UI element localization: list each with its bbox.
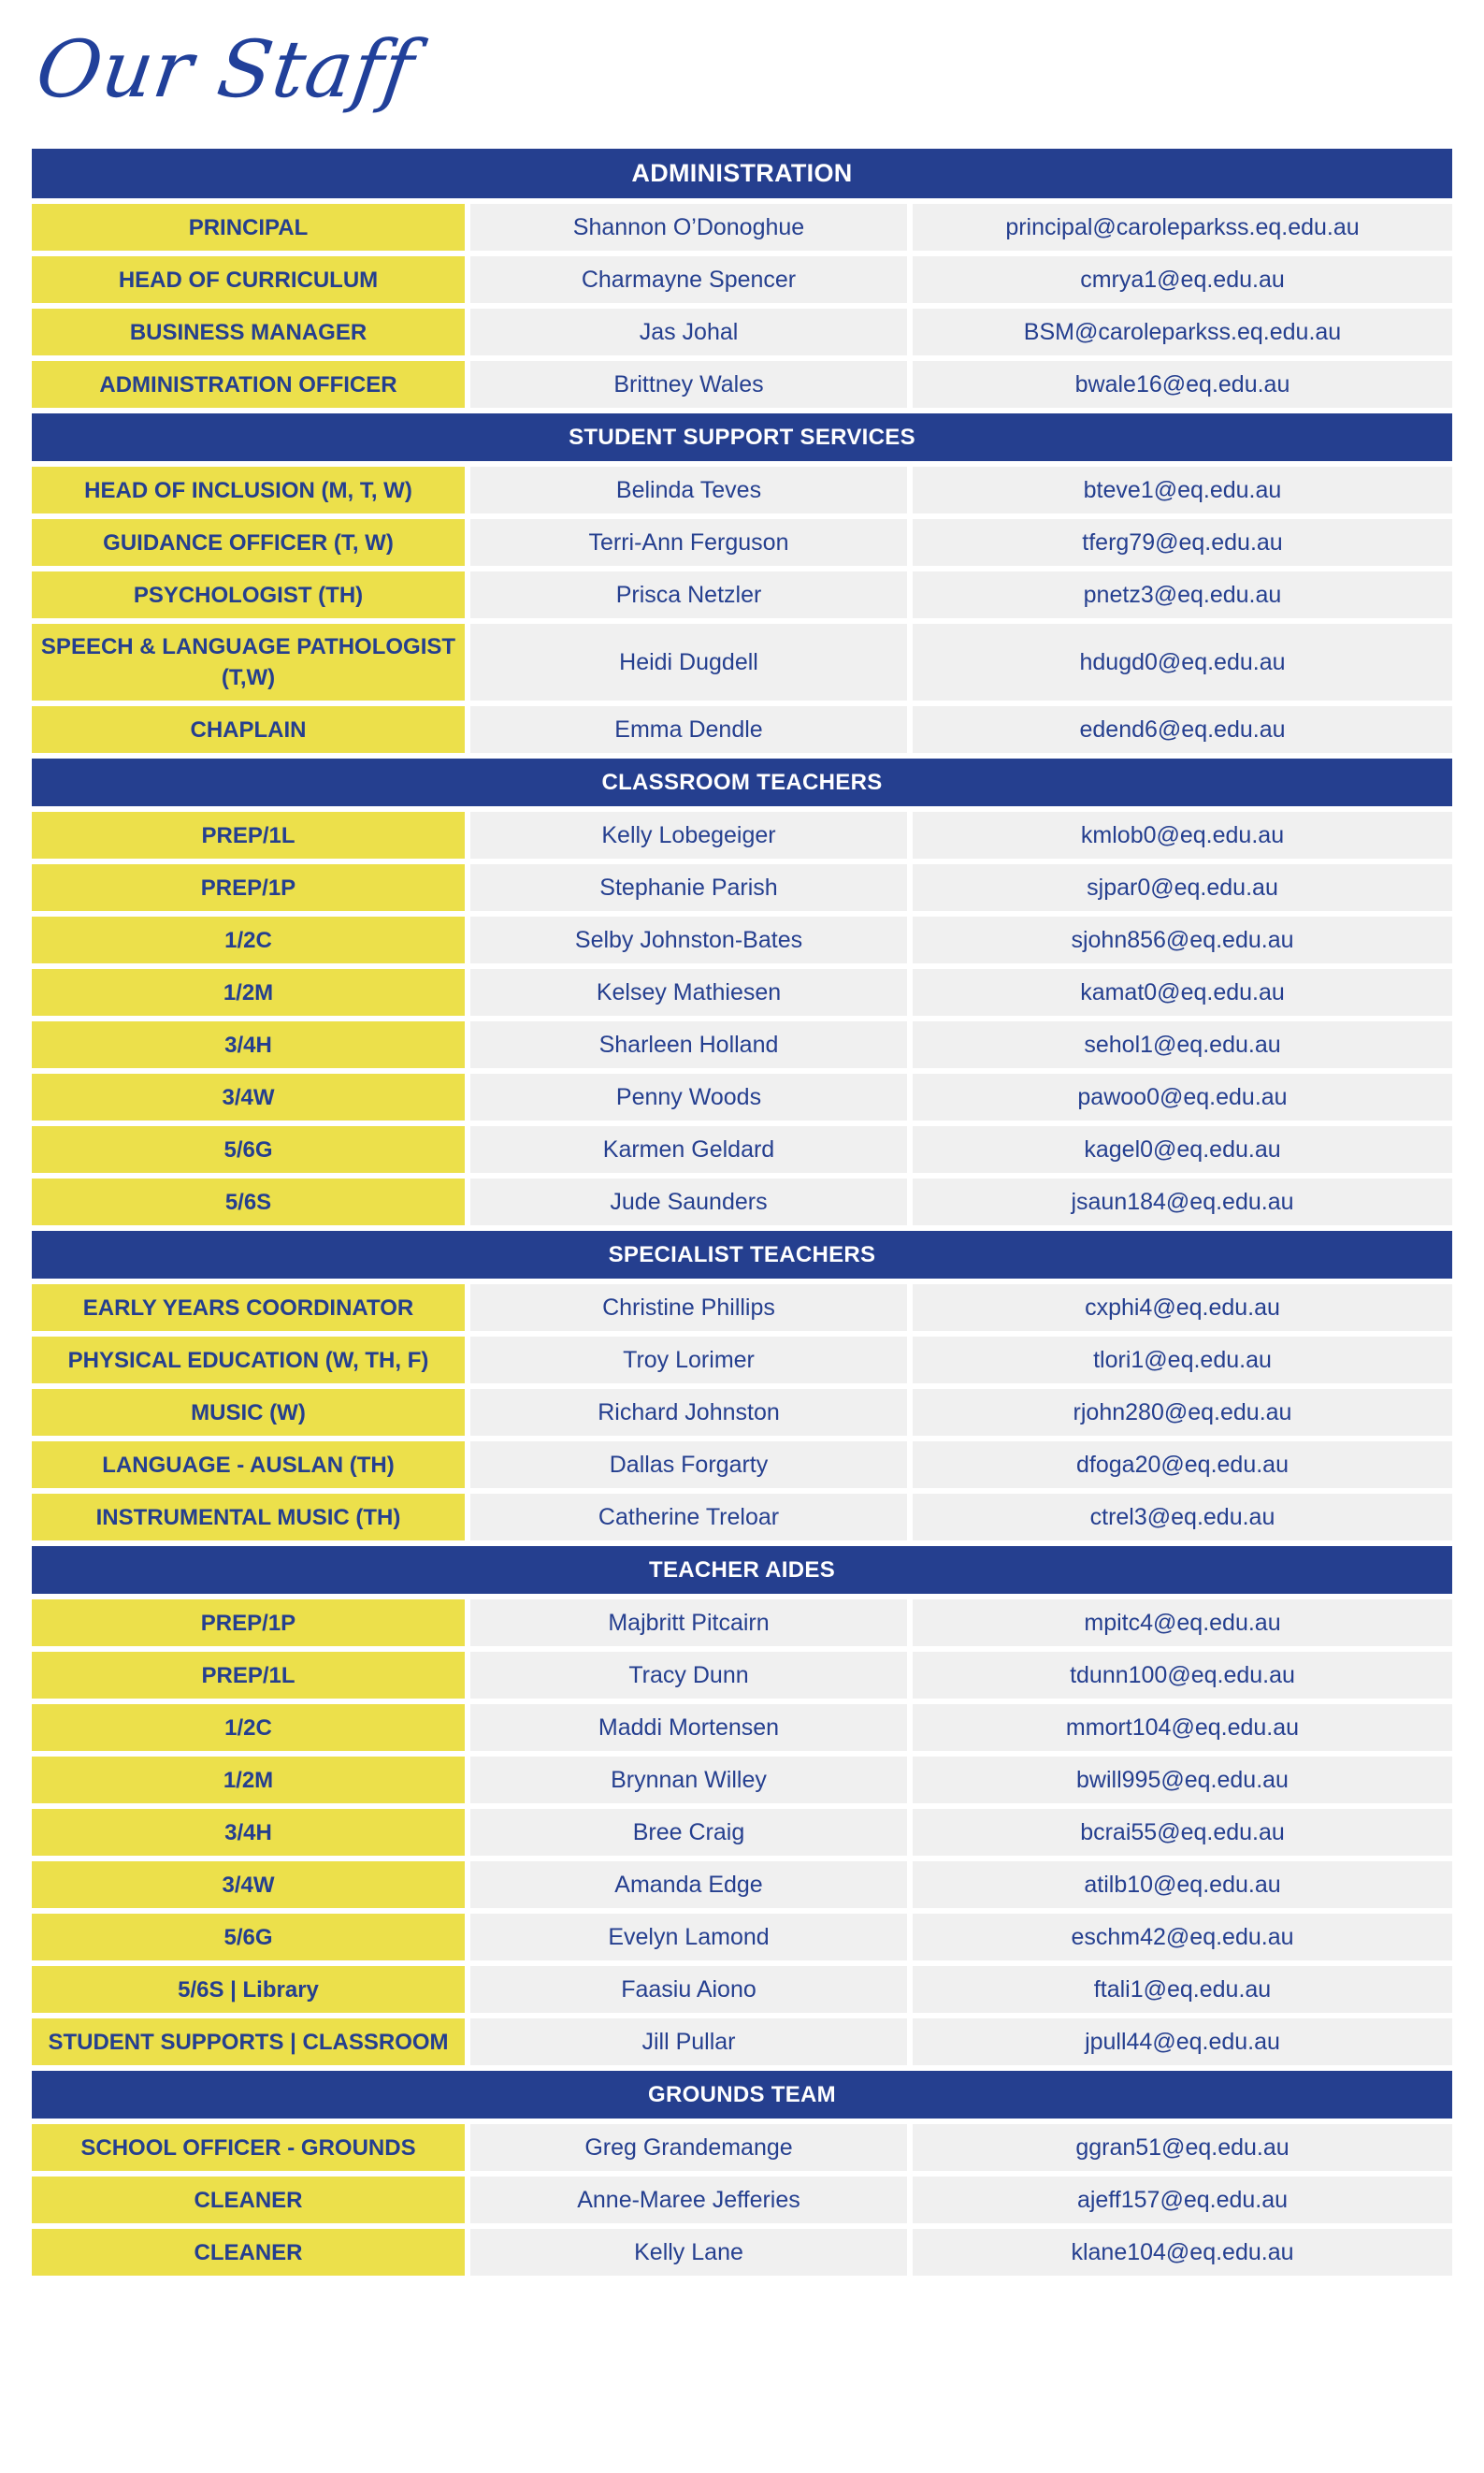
section-header: STUDENT SUPPORT SERVICES	[32, 413, 1452, 461]
staff-email-cell[interactable]: atilb10@eq.edu.au	[913, 1861, 1452, 1908]
staff-row	[32, 1179, 1452, 1225]
staff-email-cell[interactable]: ggran51@eq.edu.au	[913, 2124, 1452, 2171]
staff-name-cell: Belinda Teves	[470, 467, 907, 513]
staff-row	[32, 2177, 1452, 2223]
staff-name-cell: Prisca Netzler	[470, 571, 907, 618]
staff-row	[32, 256, 1452, 303]
staff-row	[32, 309, 1452, 355]
staff-row	[32, 1652, 1452, 1699]
staff-row	[32, 1337, 1452, 1383]
section-header: GROUNDS TEAM	[32, 2071, 1452, 2119]
staff-role-cell: GUIDANCE OFFICER (T, W)	[32, 519, 465, 566]
staff-email-cell[interactable]: ftali1@eq.edu.au	[913, 1966, 1452, 2013]
staff-name-cell: Shannon O’Donoghue	[470, 204, 907, 251]
staff-row	[32, 1284, 1452, 1331]
staff-email-cell[interactable]: bcrai55@eq.edu.au	[913, 1809, 1452, 1856]
staff-email-cell[interactable]: klane104@eq.edu.au	[913, 2229, 1452, 2276]
staff-name-cell: Dallas Forgarty	[470, 1441, 907, 1488]
staff-role-cell: 5/6G	[32, 1914, 465, 1960]
staff-row	[32, 1074, 1452, 1121]
staff-email-cell[interactable]: hdugd0@eq.edu.au	[913, 624, 1452, 701]
staff-name-cell: Terri-Ann Ferguson	[470, 519, 907, 566]
staff-role-cell: 5/6S | Library	[32, 1966, 465, 2013]
staff-row	[32, 2018, 1452, 2065]
staff-email-cell[interactable]: kmlob0@eq.edu.au	[913, 812, 1452, 859]
staff-name-cell: Charmayne Spencer	[470, 256, 907, 303]
staff-row	[32, 1809, 1452, 1856]
staff-email-cell[interactable]: cxphi4@eq.edu.au	[913, 1284, 1452, 1331]
staff-email-cell[interactable]: bteve1@eq.edu.au	[913, 467, 1452, 513]
staff-row	[32, 571, 1452, 618]
staff-name-cell: Selby Johnston-Bates	[470, 917, 907, 963]
staff-name-cell: Kelly Lobegeiger	[470, 812, 907, 859]
staff-section	[32, 413, 1452, 753]
staff-email-cell[interactable]: jsaun184@eq.edu.au	[913, 1179, 1452, 1225]
staff-role-cell: EARLY YEARS COORDINATOR	[32, 1284, 465, 1331]
staff-email-cell[interactable]: BSM@caroleparkss.eq.edu.au	[913, 309, 1452, 355]
staff-role-cell: CLEANER	[32, 2177, 465, 2223]
staff-email-cell[interactable]: tlori1@eq.edu.au	[913, 1337, 1452, 1383]
staff-section	[32, 759, 1452, 1225]
staff-email-cell[interactable]: bwill995@eq.edu.au	[913, 1757, 1452, 1803]
staff-name-cell: Tracy Dunn	[470, 1652, 907, 1699]
staff-name-cell: Greg Grandemange	[470, 2124, 907, 2171]
staff-row	[32, 864, 1452, 911]
staff-row	[32, 1021, 1452, 1068]
staff-name-cell: Majbritt Pitcairn	[470, 1599, 907, 1646]
staff-name-cell: Maddi Mortensen	[470, 1704, 907, 1751]
staff-name-cell: Christine Phillips	[470, 1284, 907, 1331]
staff-row	[32, 917, 1452, 963]
staff-row	[32, 361, 1452, 408]
staff-role-cell: 1/2M	[32, 1757, 465, 1803]
staff-name-cell: Jas Johal	[470, 309, 907, 355]
staff-email-cell[interactable]: pnetz3@eq.edu.au	[913, 571, 1452, 618]
staff-role-cell: PREP/1L	[32, 1652, 465, 1699]
staff-name-cell: Jude Saunders	[470, 1179, 907, 1225]
staff-role-cell: PRINCIPAL	[32, 204, 465, 251]
staff-role-cell: PSYCHOLOGIST (TH)	[32, 571, 465, 618]
staff-name-cell: Faasiu Aiono	[470, 1966, 907, 2013]
staff-role-cell: 5/6S	[32, 1179, 465, 1225]
staff-email-cell[interactable]: mmort104@eq.edu.au	[913, 1704, 1452, 1751]
staff-role-cell: INSTRUMENTAL MUSIC (TH)	[32, 1494, 465, 1540]
staff-role-cell: ADMINISTRATION OFFICER	[32, 361, 465, 408]
staff-name-cell: Kelsey Mathiesen	[470, 969, 907, 1016]
staff-row	[32, 706, 1452, 753]
staff-email-cell[interactable]: sehol1@eq.edu.au	[913, 1021, 1452, 1068]
staff-role-cell: PREP/1L	[32, 812, 465, 859]
staff-role-cell: SPEECH & LANGUAGE PATHOLOGIST (T,W)	[32, 624, 465, 701]
staff-email-cell[interactable]: mpitc4@eq.edu.au	[913, 1599, 1452, 1646]
staff-name-cell: Karmen Geldard	[470, 1126, 907, 1173]
staff-row	[32, 2124, 1452, 2171]
staff-name-cell: Heidi Dugdell	[470, 624, 907, 701]
staff-name-cell: Jill Pullar	[470, 2018, 907, 2065]
staff-role-cell: 3/4H	[32, 1809, 465, 1856]
staff-name-cell: Bree Craig	[470, 1809, 907, 1856]
staff-email-cell[interactable]: dfoga20@eq.edu.au	[913, 1441, 1452, 1488]
staff-role-cell: PREP/1P	[32, 1599, 465, 1646]
staff-email-cell[interactable]: sjohn856@eq.edu.au	[913, 917, 1452, 963]
staff-email-cell[interactable]: edend6@eq.edu.au	[913, 706, 1452, 753]
staff-section	[32, 1231, 1452, 1540]
staff-row	[32, 2229, 1452, 2276]
staff-table	[32, 149, 1452, 2281]
staff-row	[32, 812, 1452, 859]
staff-row	[32, 1704, 1452, 1751]
staff-role-cell: 1/2C	[32, 1704, 465, 1751]
staff-row	[32, 624, 1452, 701]
staff-row	[32, 969, 1452, 1016]
staff-row	[32, 1757, 1452, 1803]
staff-email-cell[interactable]: bwale16@eq.edu.au	[913, 361, 1452, 408]
staff-row	[32, 204, 1452, 251]
staff-email-cell[interactable]: tdunn100@eq.edu.au	[913, 1652, 1452, 1699]
staff-name-cell: Sharleen Holland	[470, 1021, 907, 1068]
section-header: TEACHER AIDES	[32, 1546, 1452, 1594]
section-header: ADMINISTRATION	[32, 149, 1452, 198]
staff-email-cell[interactable]: ctrel3@eq.edu.au	[913, 1494, 1452, 1540]
staff-row	[32, 1861, 1452, 1908]
staff-name-cell: Kelly Lane	[470, 2229, 907, 2276]
staff-role-cell: LANGUAGE - AUSLAN (TH)	[32, 1441, 465, 1488]
staff-role-cell: HEAD OF CURRICULUM	[32, 256, 465, 303]
staff-section	[32, 1546, 1452, 2065]
staff-row	[32, 1966, 1452, 2013]
staff-name-cell: Stephanie Parish	[470, 864, 907, 911]
staff-row	[32, 1126, 1452, 1173]
staff-name-cell: Catherine Treloar	[470, 1494, 907, 1540]
page-title: Our Staff	[31, 23, 421, 115]
staff-name-cell: Penny Woods	[470, 1074, 907, 1121]
staff-email-cell[interactable]: tferg79@eq.edu.au	[913, 519, 1452, 566]
staff-email-cell[interactable]: principal@caroleparkss.eq.edu.au	[913, 204, 1452, 251]
staff-section	[32, 2071, 1452, 2276]
staff-role-cell: MUSIC (W)	[32, 1389, 465, 1436]
staff-row	[32, 1494, 1452, 1540]
staff-role-cell: CLEANER	[32, 2229, 465, 2276]
section-header: SPECIALIST TEACHERS	[32, 1231, 1452, 1279]
staff-name-cell: Anne-Maree Jefferies	[470, 2177, 907, 2223]
staff-role-cell: BUSINESS MANAGER	[32, 309, 465, 355]
staff-row	[32, 467, 1452, 513]
staff-role-cell: 3/4H	[32, 1021, 465, 1068]
staff-email-cell[interactable]: ajeff157@eq.edu.au	[913, 2177, 1452, 2223]
staff-role-cell: SCHOOL OFFICER - GROUNDS	[32, 2124, 465, 2171]
section-header: CLASSROOM TEACHERS	[32, 759, 1452, 806]
staff-role-cell: 3/4W	[32, 1074, 465, 1121]
staff-email-cell[interactable]: cmrya1@eq.edu.au	[913, 256, 1452, 303]
staff-role-cell: 1/2M	[32, 969, 465, 1016]
staff-email-cell[interactable]: sjpar0@eq.edu.au	[913, 864, 1452, 911]
staff-role-cell: 3/4W	[32, 1861, 465, 1908]
staff-name-cell: Brittney Wales	[470, 361, 907, 408]
staff-email-cell[interactable]: kamat0@eq.edu.au	[913, 969, 1452, 1016]
staff-email-cell[interactable]: rjohn280@eq.edu.au	[913, 1389, 1452, 1436]
staff-name-cell: Evelyn Lamond	[470, 1914, 907, 1960]
staff-role-cell: 1/2C	[32, 917, 465, 963]
staff-email-cell[interactable]: jpull44@eq.edu.au	[913, 2018, 1452, 2065]
staff-name-cell: Richard Johnston	[470, 1389, 907, 1436]
staff-email-cell[interactable]: kagel0@eq.edu.au	[913, 1126, 1452, 1173]
staff-role-cell: STUDENT SUPPORTS | CLASSROOM	[32, 2018, 465, 2065]
staff-role-cell: 5/6G	[32, 1126, 465, 1173]
staff-role-cell: CHAPLAIN	[32, 706, 465, 753]
staff-section	[32, 149, 1452, 408]
staff-email-cell[interactable]: eschm42@eq.edu.au	[913, 1914, 1452, 1960]
staff-row	[32, 1441, 1452, 1488]
staff-role-cell: PHYSICAL EDUCATION (W, TH, F)	[32, 1337, 465, 1383]
staff-name-cell: Emma Dendle	[470, 706, 907, 753]
staff-row	[32, 1389, 1452, 1436]
staff-email-cell[interactable]: pawoo0@eq.edu.au	[913, 1074, 1452, 1121]
staff-name-cell: Amanda Edge	[470, 1861, 907, 1908]
staff-name-cell: Troy Lorimer	[470, 1337, 907, 1383]
staff-row	[32, 1599, 1452, 1646]
staff-name-cell: Brynnan Willey	[470, 1757, 907, 1803]
staff-row	[32, 1914, 1452, 1960]
staff-row	[32, 519, 1452, 566]
staff-role-cell: PREP/1P	[32, 864, 465, 911]
staff-role-cell: HEAD OF INCLUSION (M, T, W)	[32, 467, 465, 513]
